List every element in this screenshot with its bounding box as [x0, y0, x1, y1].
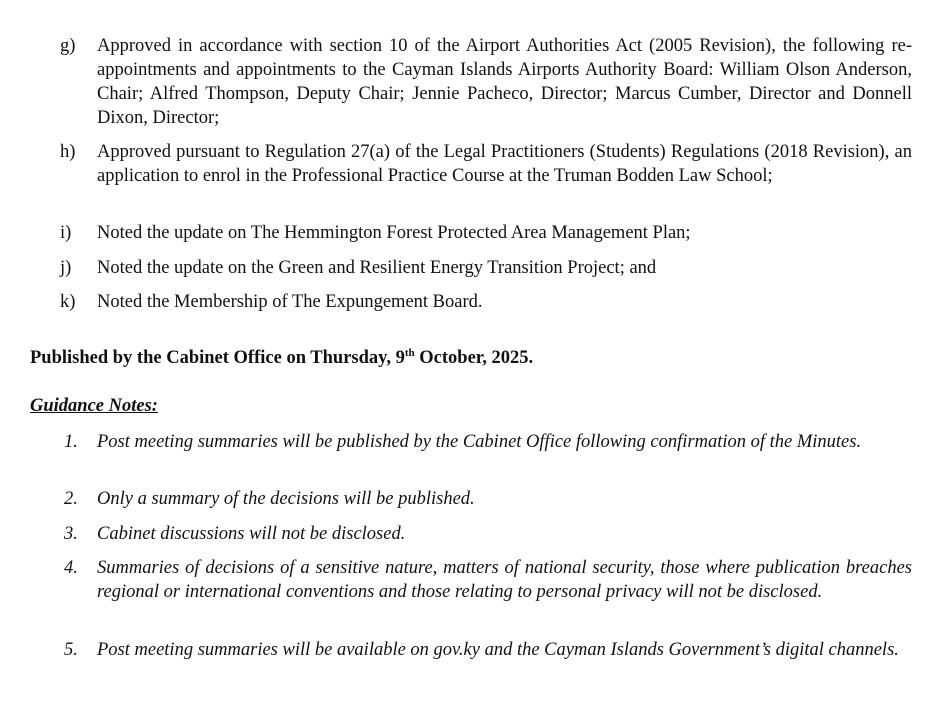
decision-text: Approved in accordance with section 10 of the Airport Authorities Act (2005 Revision), the following re-appointments and appointments to the Cayman Islands Airports Authority Board: William Olson Anderson, Chair; Alfred Thompson, Deputy Chair; Jennie Pacheco, Director; Marcus Cumber, Director and Donnell Dixon, Director;: [97, 36, 912, 128]
note-text: Post meeting summaries will be published by the Cabinet Office following confirmation of the Minutes.: [97, 432, 862, 452]
note-text: Post meeting summaries will be available on gov.ky and the Cayman Islands Government’s digital channels.: [97, 640, 899, 660]
note-number: 4.: [64, 558, 78, 578]
guidance-notes-heading: Guidance Notes:: [30, 396, 158, 416]
decision-text: Noted the Membership of The Expungement Board.: [97, 292, 483, 312]
decision-label: k): [60, 292, 76, 312]
note-text: Summaries of decisions of a sensitive nature, matters of national security, those where publication breaches regional or international conventions and those relating to personal privacy will not be disclosed.: [97, 558, 912, 602]
decision-text: Noted the update on the Green and Resilient Energy Transition Project; and: [97, 258, 657, 278]
published-statement: [30, 346, 533, 370]
decision-label: i): [60, 223, 72, 243]
decision-label: j): [60, 258, 72, 278]
note-number: 1.: [64, 432, 78, 452]
note-number: 3.: [64, 524, 78, 544]
note-text: Cabinet discussions will not be disclosed.: [97, 524, 406, 544]
decision-text: Approved pursuant to Regulation 27(a) of the Legal Practitioners (Students) Regulations (2018 Revision), an application to enrol in the Professional Practice Course at the Truman Bodden Law School;: [97, 142, 912, 186]
decision-text: Noted the update on The Hemmington Forest Protected Area Management Plan;: [97, 223, 691, 243]
published-suffix: October, 2025.: [414, 348, 534, 368]
note-number: 5.: [64, 640, 78, 660]
note-number: 2.: [64, 489, 78, 509]
published-superscript: th: [404, 347, 415, 359]
note-text: Only a summary of the decisions will be published.: [97, 489, 475, 509]
published-prefix: Published by the Cabinet Office on Thursday, 9: [30, 348, 405, 368]
decision-label: h): [60, 142, 76, 162]
decision-label: g): [60, 36, 76, 56]
